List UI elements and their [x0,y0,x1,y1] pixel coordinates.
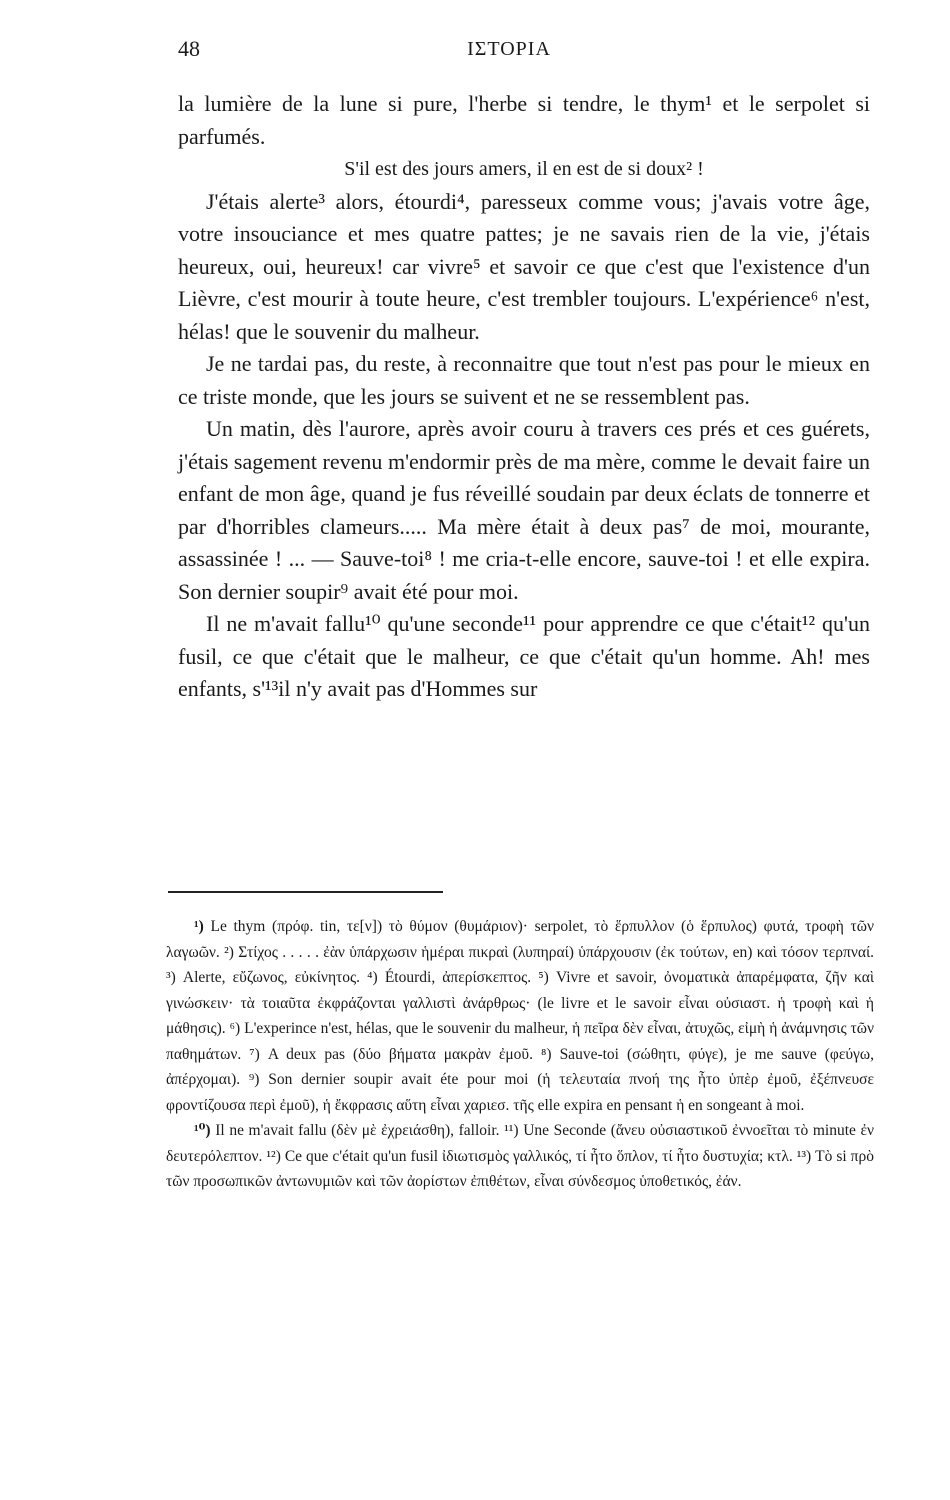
footnote-block [166,914,874,1118]
footnote-block [166,1118,874,1195]
page-number: 48 [178,36,200,61]
paragraph-2: Je ne tardai pas, du reste, à reconnaitre que tout n'est pas pour le mieux en ce triste monde, que les jours se suivent et ne se ressemblent pas. [178,351,870,409]
running-title: ΙΣΤΟΡΙΑ [467,38,551,60]
footnote-text: Le thym (πρόφ. tin, τε[ν]) τὸ θύμον (θυμάριον)· serpolet, τὸ ἕρπυλλον (ὁ ἕρπυλος) φυτά, τροφὴ τῶν λαγωῶν. ²) Στίχος . . . . . ἐὰν ὑπάρχωσιν ἡμέραι πικραὶ (λυπηραί) ὑπάρχουσιν (ἐκ τούτων, en) καὶ τόσον τερπναί. ³) Alerte, εὔζωνος, εὐκίνητος. ⁴) Étourdi, ἀπερίσκεπτος. ⁵) Vivre et savoir, ὀνοματικὰ ἀπαρέμφατα, ζῆν καὶ γινώσκειν· τὰ τοιαῦτα ἐκφράζονται γαλλιστὶ ἀνάρθρως· (le livre et le savoir εἶναι οὐσιαστ. ἡ τροφὴ καὶ ἡ μάθησις). ⁶) L'experince n'est, hélas, que le souvenir du malheur, ἡ πεῖρα δὲν εἶναι, ἀτυχῶς, εἰμὴ ἡ ἀνάμνησις τῶν παθημάτων. ⁷) A deux pas (δύο βήματα μακρὰν ἐμοῦ. ⁸) Sauve-toi (σώθητι, φύγε), je me sauve (φεύγω, ἀπέρχομαι). ⁹) Son dernier soupir avait éte pour moi (ἡ τελευταία πνοή της ἦτο ὑπὲρ ἐμοῦ, ἐξέπνευσε φροντίζουσα περὶ ἐμοῦ), ἡ ἔκφρασις αὕτη εἶναι χαριεσ. τῆς elle expira en pensant ἡ en songeant à moi. [166,918,874,1114]
footnote-number: ¹⁰) [194,1122,211,1139]
footnote-divider [168,891,443,893]
paragraph-4: Il ne m'avait fallu¹⁰ qu'une seconde¹¹ pour apprendre ce que c'était¹² qu'un fusil, ce que c'était que le malheur, ce que c'était qu'un homme. Ah! mes enfants, s'¹³il n'y avait pas d'Hommes sur [178,611,870,701]
footnotes [166,914,874,1195]
paragraph-3: Un matin, dès l'aurore, après avoir couru à travers ces prés et ces guérets, j'étais sagement revenu m'endormir près de ma mère, comme le devait faire un enfant de mon âge, quand je fus réveillé soudain par deux éclats de tonnerre et par d'horribles clameurs..... Ma mère était à deux pas⁷ de moi, mourante, assassinée ! ... — Sauve-toi⁸ ! me cria-t-elle encore, sauve-toi ! et elle expira. Son dernier soupir⁹ avait été pour moi. [178,416,870,604]
footnote-number: ¹) [194,918,204,935]
quoted-verse: S'il est des jours amers, il en est de si doux² ! [344,158,704,180]
paragraph-continued: la lumière de la lune si pure, l'herbe si tendre, le thym¹ et le serpolet si parfumés. [178,91,870,149]
footnote-text: Il ne m'avait fallu (δὲν μὲ ἐχρειάσθη), falloir. ¹¹) Une Seconde (ἄνευ οὐσιαστικοῦ ἐννοεῖται τὸ minute ἐν δευτερόλεπτον. ¹²) Ce que c'était qu'un fusil ἰδιωτισμὸς γαλλικός, τί ἦτο ὅπλον, τί ἦτο δυστυχία; κτλ. ¹³) Τὸ si πρὸ τῶν προσωπικῶν ἀντωνυμιῶν καὶ τῶν ἀορίστων ἐπιθέτων, εἶναι σύνδεσμος ὑποθετικός, ἐάν. [166,1122,875,1190]
main-text [178,88,870,706]
page-header [178,36,870,66]
paragraph-1: J'étais alerte³ alors, étourdi⁴, paresseux comme vous; j'avais votre âge, votre insouciance et mes quatre pattes; je ne savais rien de la vie, j'étais heureux, oui, heureux! car vivre⁵ et savoir ce que c'est que l'existence d'un Lièvre, c'est mourir à toute heure, c'est trembler toujours. L'expérience⁶ n'est, hélas! que le souvenir du malheur. [178,188,870,344]
